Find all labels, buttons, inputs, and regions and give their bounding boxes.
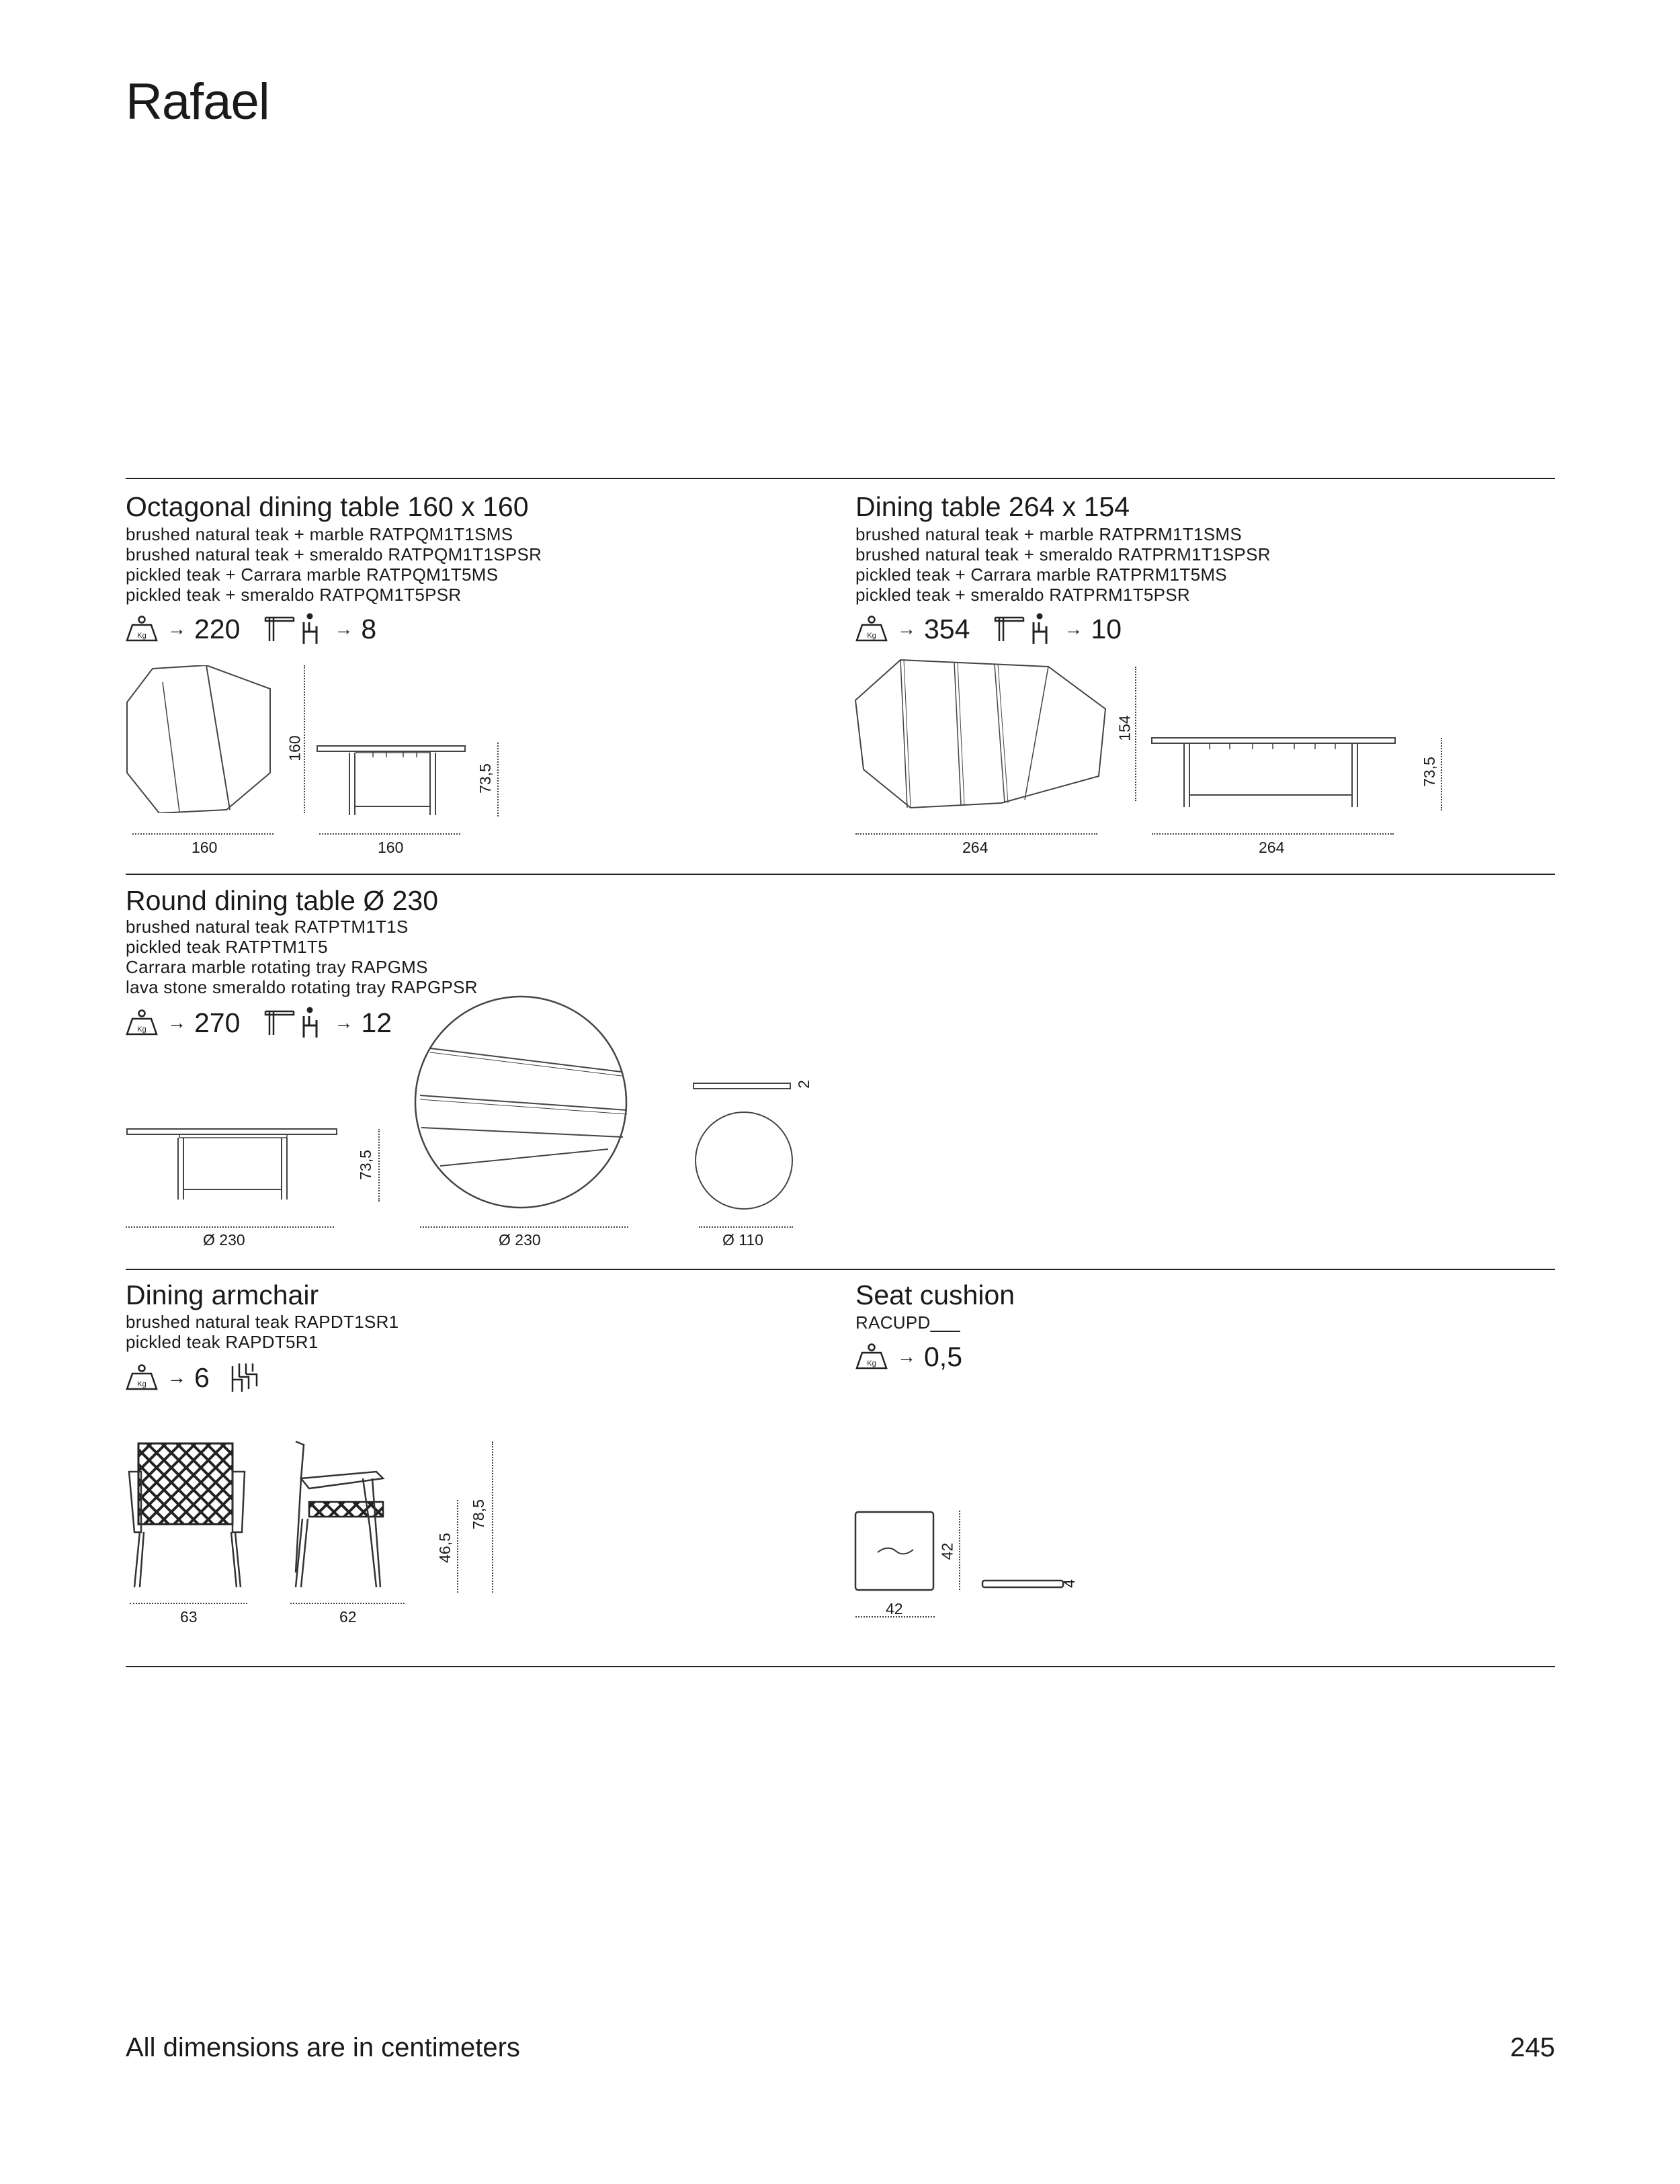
divider xyxy=(126,874,1555,875)
dimension-label: 264 xyxy=(1259,839,1285,856)
weight-kg-icon xyxy=(126,1364,158,1391)
rotating-tray-top-view xyxy=(694,1110,794,1211)
variant-line: Carrara marble rotating tray RAPGMS xyxy=(126,957,428,977)
dimension-label: 160 xyxy=(378,839,404,856)
dimension-line xyxy=(132,833,274,835)
arrow-icon: → xyxy=(167,1012,186,1033)
dimension-line xyxy=(1152,833,1394,835)
svg-text:Kg: Kg xyxy=(867,1359,876,1368)
product-code: RACUPD___ xyxy=(855,1312,960,1333)
spec-row xyxy=(126,1361,261,1394)
dimension-line xyxy=(319,833,460,835)
variant-line: brushed natural teak RAPDT1SR1 xyxy=(126,1312,399,1332)
variant-line: brushed natural teak + marble RATPQM1T1SMS xyxy=(126,524,513,544)
octagonal-top-view xyxy=(126,665,280,813)
dimension-line xyxy=(1135,667,1136,801)
weight-value: 354 xyxy=(924,614,970,644)
dimension-label: 73,5 xyxy=(1420,757,1438,787)
arrow-icon: → xyxy=(897,618,916,639)
arrow-icon: → xyxy=(897,1346,916,1367)
variant-line: pickled teak RAPDT5R1 xyxy=(126,1332,319,1352)
weight-value: 0,5 xyxy=(924,1341,962,1372)
dimension-label: Ø 230 xyxy=(203,1231,245,1249)
footer-note: All dimensions are in centimeters xyxy=(126,2033,520,2062)
page-title: Rafael xyxy=(126,73,269,130)
variant-line: pickled teak + Carrara marble RATPQM1T5MS xyxy=(126,564,499,585)
dimension-label: 160 xyxy=(192,839,218,856)
rectangular-top-view xyxy=(853,659,1109,810)
seated-person-icon xyxy=(300,1007,325,1039)
dimension-label: 154 xyxy=(1116,715,1134,741)
dimension-line xyxy=(378,1129,380,1202)
arrow-icon: → xyxy=(334,1012,353,1033)
dimension-line xyxy=(1441,738,1442,810)
dimension-line xyxy=(959,1511,960,1590)
cushion-top-view xyxy=(854,1511,935,1591)
armchair-front-view xyxy=(120,1438,254,1593)
dimension-label: 63 xyxy=(180,1608,198,1626)
dimension-line xyxy=(457,1500,458,1593)
rotating-tray-side-view xyxy=(692,1082,793,1091)
variant-line: brushed natural teak + marble RATPRM1T1SMS xyxy=(855,524,1242,544)
dimension-label: 62 xyxy=(339,1608,357,1626)
table-icon xyxy=(264,1009,295,1036)
cushion-side-view xyxy=(981,1579,1065,1590)
dimension-label: Ø 230 xyxy=(499,1231,541,1249)
seated-person-icon xyxy=(1030,613,1054,645)
variant-line: pickled teak RATPTM1T5 xyxy=(126,937,328,957)
section-title: Round dining table Ø 230 xyxy=(126,885,439,916)
dimension-label: 42 xyxy=(938,1542,956,1560)
svg-text:Kg: Kg xyxy=(867,632,876,640)
weight-value: 270 xyxy=(194,1007,241,1038)
dimension-line xyxy=(497,743,499,816)
round-side-view xyxy=(126,1126,341,1203)
table-icon xyxy=(264,616,295,642)
dimension-line xyxy=(126,1226,334,1228)
seats-value: 10 xyxy=(1091,614,1122,644)
dimension-line xyxy=(699,1226,793,1228)
variant-line: pickled teak + Carrara marble RATPRM1T5MS xyxy=(855,564,1227,585)
section-title: Octagonal dining table 160 x 160 xyxy=(126,491,529,522)
dimension-label: 264 xyxy=(962,839,989,856)
seats-value: 12 xyxy=(361,1007,392,1038)
dimension-label: 4 xyxy=(1060,1579,1078,1588)
stackable-chairs-icon xyxy=(230,1362,261,1393)
weight-kg-icon xyxy=(126,616,158,642)
section-title: Seat cushion xyxy=(855,1279,1015,1310)
weight-kg-icon xyxy=(855,616,888,642)
divider xyxy=(126,1269,1555,1270)
seats-value: 8 xyxy=(361,614,377,644)
table-icon xyxy=(994,616,1025,642)
dimension-label: 46,5 xyxy=(435,1533,454,1563)
section-title: Dining armchair xyxy=(126,1279,319,1310)
arrow-icon: → xyxy=(167,618,186,639)
spec-row xyxy=(855,1341,962,1373)
seated-person-icon xyxy=(300,613,325,645)
dimension-label: 42 xyxy=(886,1600,903,1618)
arrow-icon: → xyxy=(334,618,353,639)
spec-row xyxy=(126,613,376,645)
dimension-label: 73,5 xyxy=(476,763,494,794)
section-title: Dining table 264 x 154 xyxy=(855,491,1130,522)
dimension-line xyxy=(492,1441,493,1593)
variant-line: pickled teak + smeraldo RATPRM1T5PSR xyxy=(855,585,1190,605)
variant-line: brushed natural teak + smeraldo RATPQM1T1SPSR xyxy=(126,544,542,564)
weight-value: 6 xyxy=(194,1362,210,1393)
svg-text:Kg: Kg xyxy=(137,1380,146,1388)
dimension-label: 73,5 xyxy=(356,1150,374,1180)
arrow-icon: → xyxy=(1064,618,1083,639)
rectangular-side-view xyxy=(1150,734,1399,812)
dimension-line xyxy=(420,1226,628,1228)
variant-line: pickled teak + smeraldo RATPQM1T5PSR xyxy=(126,585,462,605)
weight-kg-icon xyxy=(855,1343,888,1370)
dimension-label: 78,5 xyxy=(469,1499,487,1529)
spec-row xyxy=(126,1007,392,1039)
octagonal-side-view xyxy=(316,743,470,816)
weight-value: 220 xyxy=(194,614,241,644)
variant-line: brushed natural teak + smeraldo RATPRM1T1SPSR xyxy=(855,544,1271,564)
divider xyxy=(126,1666,1555,1667)
variant-line: brushed natural teak RATPTM1T1S xyxy=(126,917,409,937)
svg-text:Kg: Kg xyxy=(137,1025,146,1034)
dimension-line xyxy=(130,1603,247,1604)
dimension-label: 160 xyxy=(286,735,304,761)
dimension-label: 2 xyxy=(794,1080,812,1089)
dimension-line xyxy=(290,1603,405,1604)
armchair-side-view xyxy=(282,1438,417,1593)
page-number: 245 xyxy=(1510,2033,1555,2062)
svg-text:Kg: Kg xyxy=(137,632,146,640)
spec-row xyxy=(855,613,1122,645)
dimension-line xyxy=(855,833,1097,835)
round-top-view xyxy=(413,995,628,1210)
divider xyxy=(126,478,1555,479)
variant-line: lava stone smeraldo rotating tray RAPGPSR xyxy=(126,977,478,997)
arrow-icon: → xyxy=(167,1367,186,1388)
dimension-label: Ø 110 xyxy=(722,1231,763,1249)
weight-kg-icon xyxy=(126,1009,158,1036)
